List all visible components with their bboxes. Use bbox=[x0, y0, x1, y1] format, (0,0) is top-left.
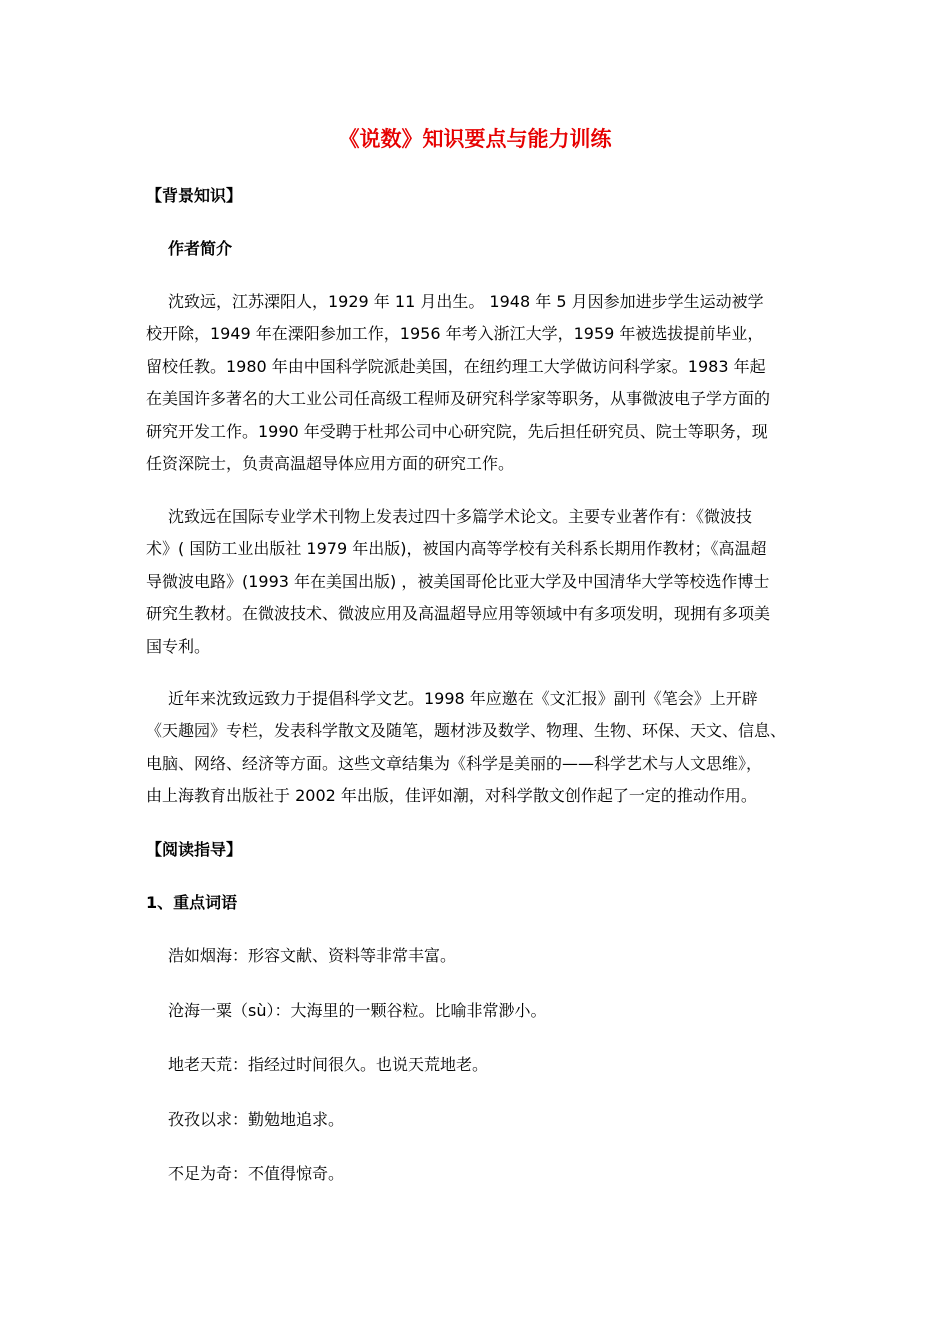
term-item: 孜孜以求：勤勉地追求。 bbox=[168, 1110, 345, 1129]
term-item: 不足为奇：不值得惊奇。 bbox=[168, 1164, 345, 1183]
key-words-heading: 1、重点词语 bbox=[146, 893, 238, 912]
text-line: 《天趣园》专栏，发表科学散文及随笔，题材涉及数学、物理、生物、环保、天文、信息、 bbox=[146, 721, 787, 741]
author-paragraph-3 bbox=[146, 683, 826, 813]
text-line: 电脑、网络、经济等方面。这些文章结集为《科学是美丽的——科学艺术与人文思维》， bbox=[146, 753, 763, 773]
text-line: 国专利。 bbox=[146, 636, 211, 656]
text-line: 校开除，1949 年在溧阳参加工作，1956 年考入浙江大学，1959 年被选拔提前毕业， bbox=[146, 324, 764, 344]
text-line: 导微波电路》(1993 年在美国出版) ，被美国哥伦比亚大学及中国清华大学等校选作博士 bbox=[146, 571, 770, 591]
reading-heading: 【阅读指导】 bbox=[146, 840, 243, 859]
text-line: 近年来沈致远致力于提倡科学文艺。1998 年应邀在《文汇报》副刊《笔会》上开辟 bbox=[168, 689, 758, 708]
text-line: 留校任教。1980 年由中国科学院派赴美国，在纽约理工大学做访问科学家。1983 年起 bbox=[146, 356, 766, 376]
background-heading: 【背景知识】 bbox=[146, 186, 243, 205]
text-line: 研究生教材。在微波技术、微波应用及高温超导应用等领域中有多项发明，现拥有多项美 bbox=[146, 604, 771, 624]
text-line: 术》( 国防工业出版社 1979 年出版)，被国内高等学校有关科系长期用作教材；《高温超 bbox=[146, 539, 767, 559]
author-paragraph-2 bbox=[146, 501, 826, 663]
term-item: 浩如烟海：形容文献、资料等非常丰富。 bbox=[168, 946, 457, 965]
document-title: 《说数》知识要点与能力训练 bbox=[338, 127, 612, 151]
text-line: 任资深院士，负责高温超导体应用方面的研究工作。 bbox=[146, 454, 515, 474]
text-line: 沈致远，江苏溧阳人，1929 年 11 月出生。 1948 年 5 月因参加进步学生运动被学 bbox=[168, 292, 764, 311]
author-paragraph-1 bbox=[146, 286, 826, 480]
text-line: 在美国许多著名的大工业公司任高级工程师及研究科学家等职务，从事微波电子学方面的 bbox=[146, 389, 771, 409]
text-line: 研究开发工作。1990 年受聘于杜邦公司中心研究院，先后担任研究员、院士等职务，现 bbox=[146, 421, 768, 441]
author-heading: 作者简介 bbox=[168, 239, 233, 258]
text-line: 由上海教育出版社于 2002 年出版，佳评如潮，对科学散文创作起了一定的推动作用。 bbox=[146, 786, 757, 806]
term-item: 地老天荒：指经过时间很久。也说天荒地老。 bbox=[168, 1055, 489, 1074]
term-item: 沧海一粟（sù）：大海里的一颗谷粒。比喻非常渺小。 bbox=[168, 1001, 547, 1020]
text-line: 沈致远在国际专业学术刊物上发表过四十多篇学术论文。主要专业著作有：《微波技 bbox=[168, 507, 753, 526]
